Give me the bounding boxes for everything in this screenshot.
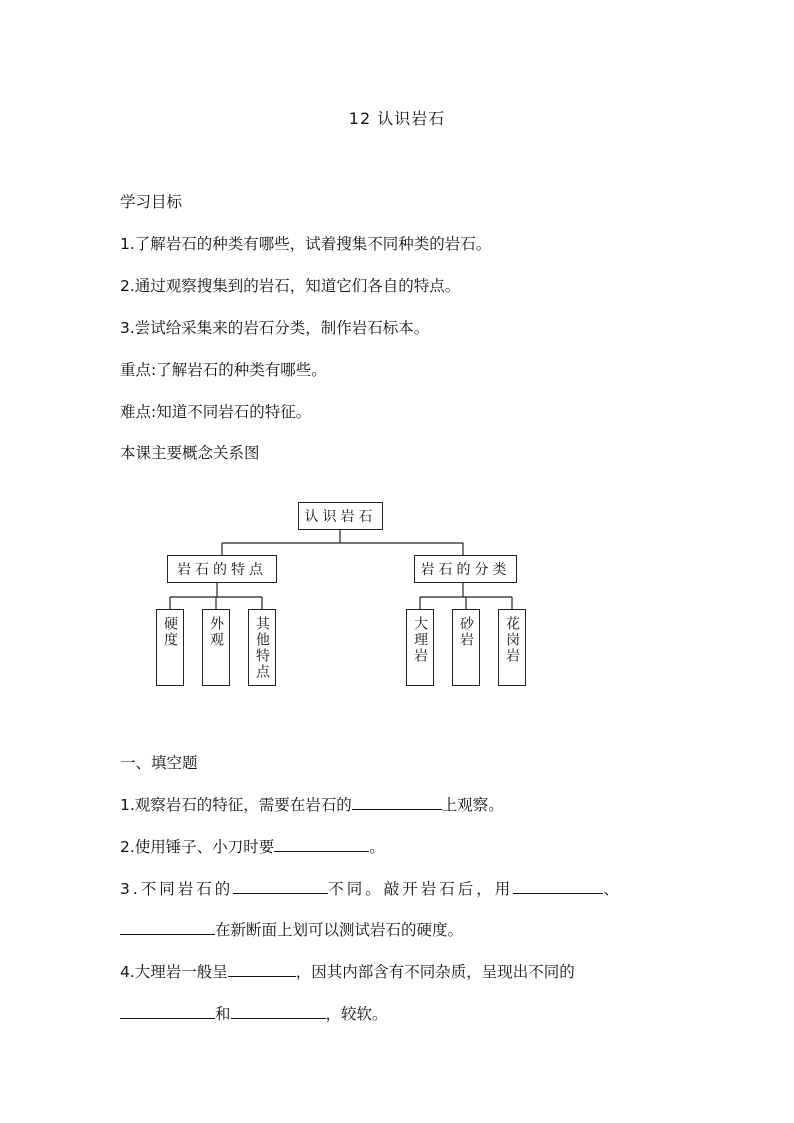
question-text: 4.大理岩一般呈: [120, 963, 228, 981]
question-text: 不同。敲开岩石后，用: [328, 880, 514, 898]
answer-blank[interactable]: [513, 877, 603, 894]
concept-diagram: [150, 497, 530, 692]
question-text: 2.使用锤子、小刀时要: [120, 838, 275, 856]
question-text: 在新断面上划可以测试岩石的硬度。: [215, 921, 464, 939]
diagram-leaf-hardness: [156, 609, 184, 686]
diagram-root-label: 认识岩石: [304, 509, 377, 525]
question-2: [120, 835, 385, 857]
page-title: 12 认识岩石: [348, 109, 446, 128]
key-point: 重点:了解岩石的种类有哪些。: [120, 361, 327, 379]
question-1: [120, 793, 504, 815]
question-text: 上观察。: [441, 796, 504, 814]
diagram-leaf-label: 大理岩: [412, 616, 428, 664]
answer-blank[interactable]: [352, 793, 442, 810]
diagram-leaf-label: 其他特点: [254, 616, 270, 680]
diagram-leaf-other: [248, 609, 276, 686]
question-text: ，较软。: [325, 1005, 388, 1023]
answer-blank[interactable]: [274, 835, 369, 852]
question-4: [120, 960, 575, 982]
goal-item: 2.通过观察搜集到的岩石，知道它们各自的特点。: [120, 277, 461, 295]
answer-blank[interactable]: [120, 1002, 215, 1019]
diagram-branch-label: 岩石的特点: [177, 562, 267, 578]
answer-blank[interactable]: [120, 918, 215, 935]
question-text: 。: [369, 838, 385, 856]
diagram-leaf-marble: [406, 609, 434, 686]
difficult-point: 难点:知道不同岩石的特征。: [120, 403, 312, 421]
diagram-branch-classification: [414, 555, 517, 583]
section-heading: 一、填空题: [120, 754, 198, 772]
diagram-root-box: [298, 502, 383, 530]
diagram-leaf-appearance: [202, 609, 230, 686]
question-text: 3.不同岩石的: [120, 880, 234, 898]
diagram-leaf-label: 砂岩: [458, 616, 474, 648]
question-text: 1.观察岩石的特征，需要在岩石的: [120, 796, 352, 814]
diagram-leaf-label: 花岗岩: [504, 616, 520, 664]
diagram-branch-label: 岩石的分类: [420, 562, 511, 578]
goal-item: 3.尝试给采集来的岩石分类，制作岩石标本。: [120, 319, 430, 337]
diagram-leaf-label: 硬度: [162, 616, 178, 648]
diagram-leaf-granite: [498, 609, 526, 686]
question-3-continued: [120, 918, 463, 940]
diagram-heading: 本课主要概念关系图: [120, 444, 260, 462]
diagram-leaf-sandstone: [452, 609, 480, 686]
question-text: 和: [215, 1005, 231, 1023]
question-text: 、: [603, 880, 622, 898]
goal-item: 1.了解岩石的种类有哪些，试着搜集不同种类的岩石。: [120, 235, 492, 253]
answer-blank[interactable]: [233, 877, 328, 894]
question-4-continued: [120, 1002, 388, 1024]
diagram-branch-features: [167, 555, 277, 583]
diagram-leaf-label: 外观: [208, 616, 224, 648]
question-3: [120, 877, 622, 899]
answer-blank[interactable]: [231, 1002, 326, 1019]
goals-heading: 学习目标: [120, 193, 183, 211]
answer-blank[interactable]: [228, 960, 296, 977]
question-text: ，因其内部含有不同杂质，呈现出不同的: [295, 963, 575, 981]
